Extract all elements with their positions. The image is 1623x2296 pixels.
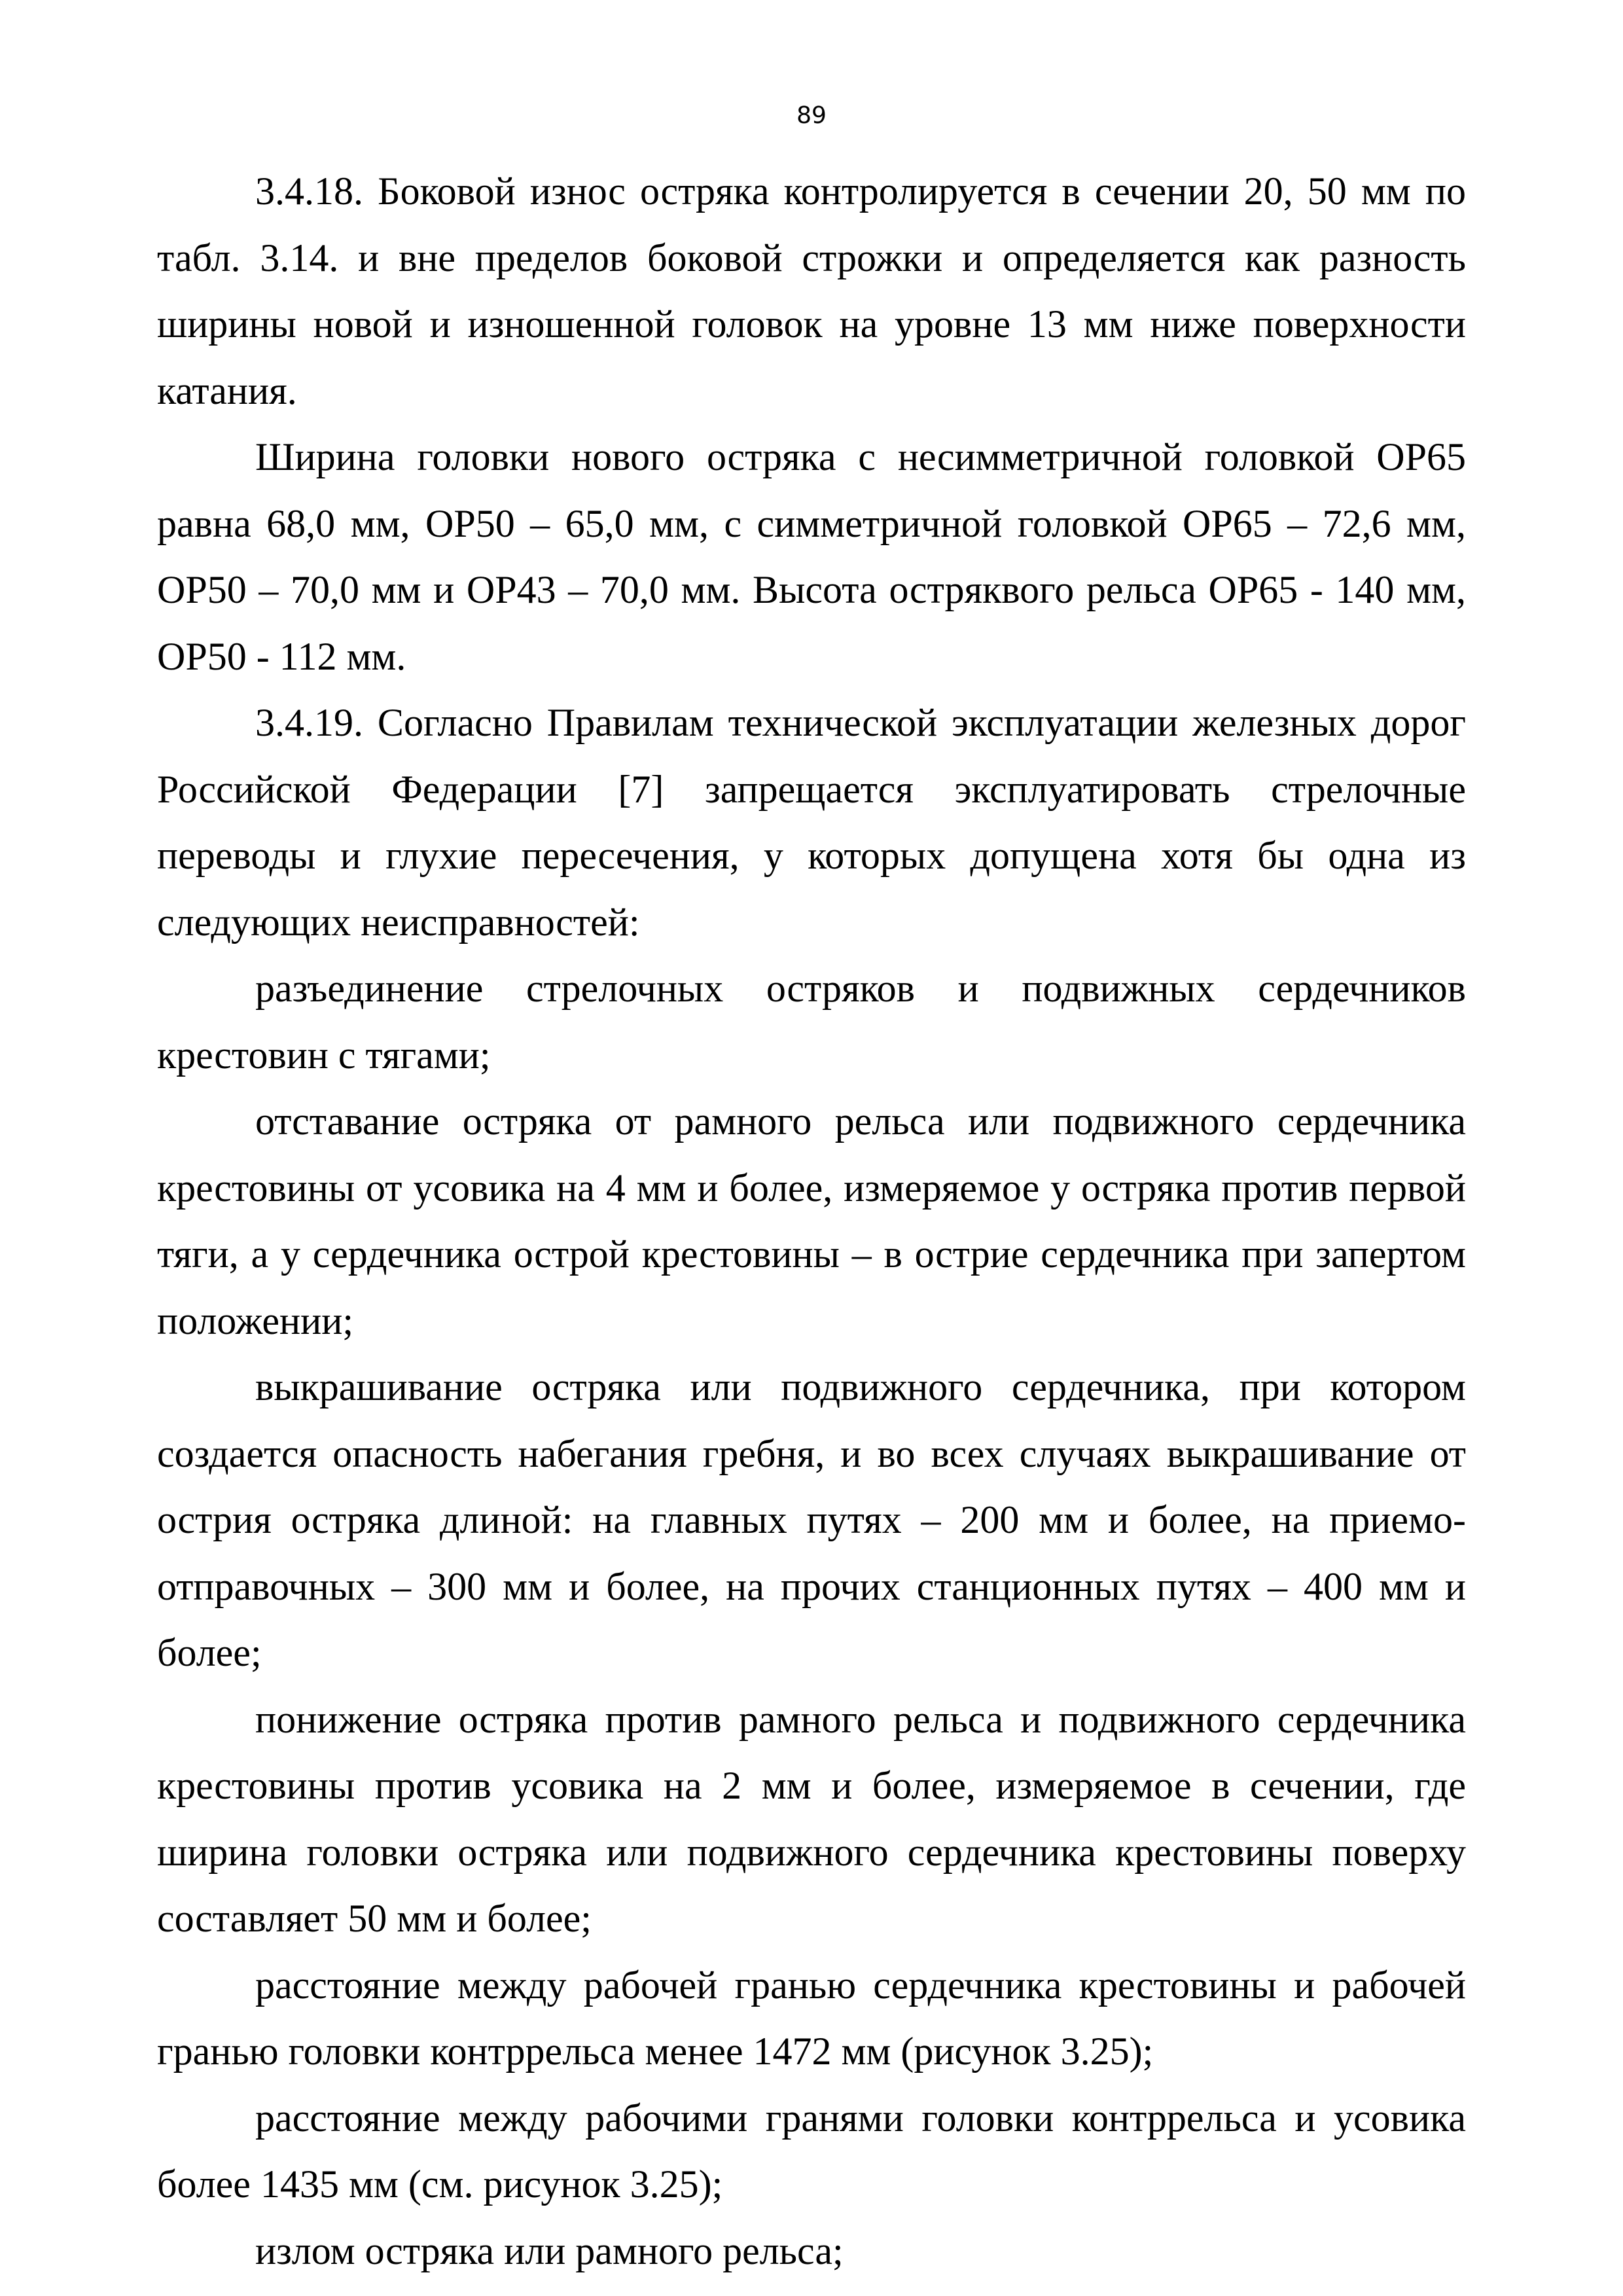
document-body bbox=[157, 158, 1466, 2284]
list-item: понижение остряка против рамного рельса и подвижного сердечника крестовины против усовика на 2 мм и более, измеряемое в сечении, где ширина головки остряка или подвижного сердечника крестовины поверху составляет 50 мм и более; bbox=[157, 1697, 1466, 1940]
page-number: 89 bbox=[796, 102, 827, 129]
list-item: расстояние между рабочими гранями головки контррельса и усовика более 1435 мм (см. рисунок 3.25); bbox=[157, 2096, 1466, 2206]
list-item: разъединение стрелочных остряков и подвижных сердечников крестовин с тягами; bbox=[157, 967, 1466, 1077]
list-item: излом остряка или рамного рельса; bbox=[255, 2229, 844, 2272]
paragraph-3-4-19: 3.4.19. Согласно Правилам технической эксплуатации железных дорог Российской Федерации [7] запрещается эксплуатировать стрелочные переводы и глухие пересечения, у которых допущена хотя бы одна из следующих неисправностей: bbox=[157, 701, 1466, 944]
paragraph-head-width: Ширина головки нового остряка с несимметричной головкой ОР65 равна 68,0 мм, ОР50 – 65,0 мм, с симметричной головкой ОР65 – 72,6 мм, ОР50 – 70,0 мм и ОР43 – 70,0 мм. Высота остряквого рельса ОР65 - 140 мм, ОР50 - 112 мм. bbox=[157, 435, 1466, 678]
list-item: выкрашивание остряка или подвижного сердечника, при котором создается опасность набегания гребня, и во всех случаях выкрашивание от острия остряка длиной: на главных путях – 200 мм и более, на приемо-отправочных – 300 мм и более, на прочих станционных путях – 400 мм и более; bbox=[157, 1365, 1466, 1674]
list-item: расстояние между рабочей гранью сердечника крестовины и рабочей гранью головки контррельса менее 1472 мм (рисунок 3.25); bbox=[157, 1963, 1466, 2073]
paragraph-3-4-18: 3.4.18. Боковой износ остряка контролируется в сечении 20, 50 мм по табл. 3.14. и вне пределов боковой строжки и определяется как разность ширины новой и изношенной головок на уровне 13 мм ниже поверхности катания. bbox=[157, 170, 1466, 412]
list-item: отставание остряка от рамного рельса или подвижного сердечника крестовины от усовика на 4 мм и более, измеряемое у остряка против первой тяги, а у сердечника острой крестовины – в острие сердечника при запертом положении; bbox=[157, 1100, 1466, 1342]
